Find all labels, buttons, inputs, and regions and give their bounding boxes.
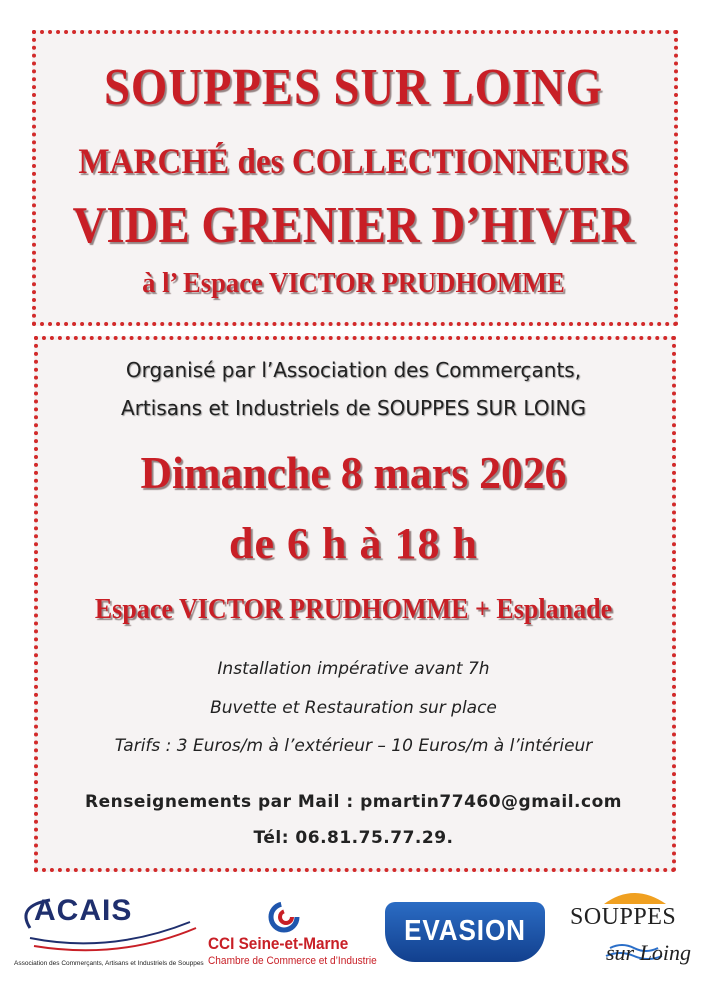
organizer-line-2: Artisans et Industriels de SOUPPES SUR LOING xyxy=(121,396,586,420)
event-hours: de 6 h à 18 h xyxy=(229,519,478,568)
venue-title: à l’ Espace VICTOR PRUDHOMME xyxy=(142,268,565,299)
souppes-subtitle: sur Loing xyxy=(606,940,691,965)
evasion-name: EVASION xyxy=(404,915,526,947)
acais-tagline: Association des Commerçants, Artisans et Industriels de Souppes xyxy=(14,960,204,967)
cci-emblem-icon xyxy=(268,900,304,934)
cci-tagline: Chambre de Commerce et d’Industrie xyxy=(208,955,377,967)
souppes-name: SOUPPES xyxy=(570,904,677,930)
evasion-logo xyxy=(385,898,550,970)
event-title-winter-sale: VIDE GRENIER D’HIVER xyxy=(72,197,635,254)
cci-name: CCI Seine-et-Marne xyxy=(208,934,349,953)
organizer-line-1: Organisé par l’Association des Commerçants, xyxy=(125,358,582,382)
contact-phone: Tél: 06.81.75.77.29. xyxy=(253,828,454,848)
event-title-collectors: MARCHÉ des COLLECTIONNEURS xyxy=(78,141,629,181)
info-line-refreshments: Buvette et Restauration sur place xyxy=(210,698,497,718)
event-date: Dimanche 8 mars 2026 xyxy=(140,447,567,498)
contact-email: Renseignements par Mail : pmartin77460@gmail.com xyxy=(84,792,622,812)
sun-waves-icon xyxy=(566,886,702,982)
town-title: SOUPPES SUR LOING xyxy=(103,59,603,116)
event-location: Espace VICTOR PRUDHOMME + Esplanade xyxy=(94,594,613,625)
souppes-logo xyxy=(566,886,702,982)
cci-logo xyxy=(206,900,377,980)
info-line-installation: Installation impérative avant 7h xyxy=(217,659,490,679)
info-line-prices: Tarifs : 3 Euros/m à l’extérieur – 10 Euros/m à l’intérieur xyxy=(114,736,593,756)
acais-logo xyxy=(10,888,205,988)
acais-name: ACAIS xyxy=(34,894,133,927)
